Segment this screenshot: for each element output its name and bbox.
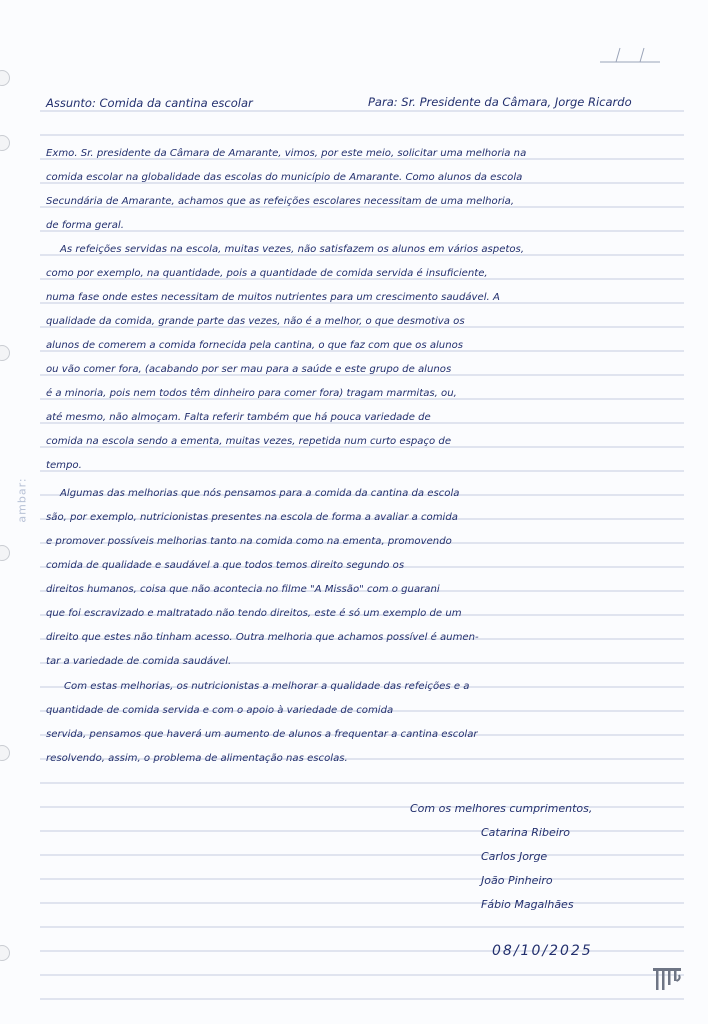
letter-line: Algumas das melhorias que nós pensamos para a comida da cantina da escola <box>60 488 460 499</box>
letter-line: direitos humanos, coisa que não acontecia no filme "A Missão" com o guarani <box>46 584 440 595</box>
letter-line: e promover possíveis melhorias tanto na comida como na ementa, promovendo <box>46 536 452 547</box>
letter-line: alunos de comerem a comida fornecida pela cantina, o que faz com que os alunos <box>46 340 464 351</box>
closing-salutation: Com os melhores cumprimentos, <box>410 802 593 815</box>
letter-line: são, por exemplo, nutricionistas presentes na escola de forma a avaliar a comida <box>46 512 458 523</box>
signature: Catarina Ribeiro <box>481 826 571 839</box>
signature: João Pinheiro <box>481 874 553 887</box>
letter-line: quantidade de comida servida e com o apoio à variedade de comida <box>46 705 394 716</box>
letter-line: resolvendo, assim, o problema de alimentação nas escolas. <box>46 753 348 764</box>
letter-line: é a minoria, pois nem todos têm dinheiro para comer fora) tragam marmitas, ou, <box>46 388 457 399</box>
letter-line: As refeições servidas na escola, muitas vezes, não satisfazem os alunos em vários aspetos, <box>60 244 525 255</box>
date-slots <box>600 46 660 66</box>
letter-line: Com estas melhorias, os nutricionistas a melhorar a qualidade das refeições e a <box>64 681 470 692</box>
letter-line: como por exemplo, na quantidade, pois a quantidade de comida servida é insuficiente, <box>46 268 488 279</box>
letter-line: Exmo. Sr. presidente da Câmara de Amarante, vimos, por este meio, solicitar uma melhoria na <box>46 148 527 159</box>
letter-line: tempo. <box>46 460 82 471</box>
letter-line: até mesmo, não almoçam. Falta referir também que há pouca variedade de <box>46 412 431 423</box>
letter-line: comida escolar na globalidade das escolas do município de Amarante. Como alunos da escola <box>46 172 523 183</box>
letter-line: comida na escola sendo a ementa, muitas vezes, repetida num curto espaço de <box>46 436 452 447</box>
recipient-line: Para: Sr. Presidente da Câmara, Jorge Ricardo <box>368 95 632 109</box>
letter-line: de forma geral. <box>46 220 124 231</box>
paper-brand: ambar: <box>15 477 29 523</box>
letter-line: tar a variedade de comida saudável. <box>46 656 232 667</box>
letter-date: 08/10/2025 <box>492 943 593 959</box>
letter-line: ou vão comer fora, (acabando por ser mau para a saúde e este grupo de alunos <box>46 364 452 375</box>
letter-line: qualidade da comida, grande parte das vezes, não é a melhor, o que desmotiva os <box>46 316 465 327</box>
letter-line: Secundária de Amarante, achamos que as refeições escolares necessitam de uma melhoria, <box>46 196 515 207</box>
signature: Carlos Jorge <box>481 850 548 863</box>
signature: Fábio Magalhães <box>481 898 574 911</box>
paper-logo-icon <box>652 966 682 992</box>
letter-line: direito que estes não tinham acesso. Outra melhoria que achamos possível é aumen- <box>46 632 479 643</box>
letter-line: que foi escravizado e maltratado não tendo direitos, este é só um exemplo de um <box>46 608 462 619</box>
subject-line: Assunto: Comida da cantina escolar <box>46 96 253 110</box>
letter-line: servida, pensamos que haverá um aumento de alunos a frequentar a cantina escolar <box>46 729 478 740</box>
letter-line: comida de qualidade e saudável a que todos temos direito segundo os <box>46 560 405 571</box>
letter-line: numa fase onde estes necessitam de muitos nutrientes para um crescimento saudável. A <box>46 292 500 303</box>
